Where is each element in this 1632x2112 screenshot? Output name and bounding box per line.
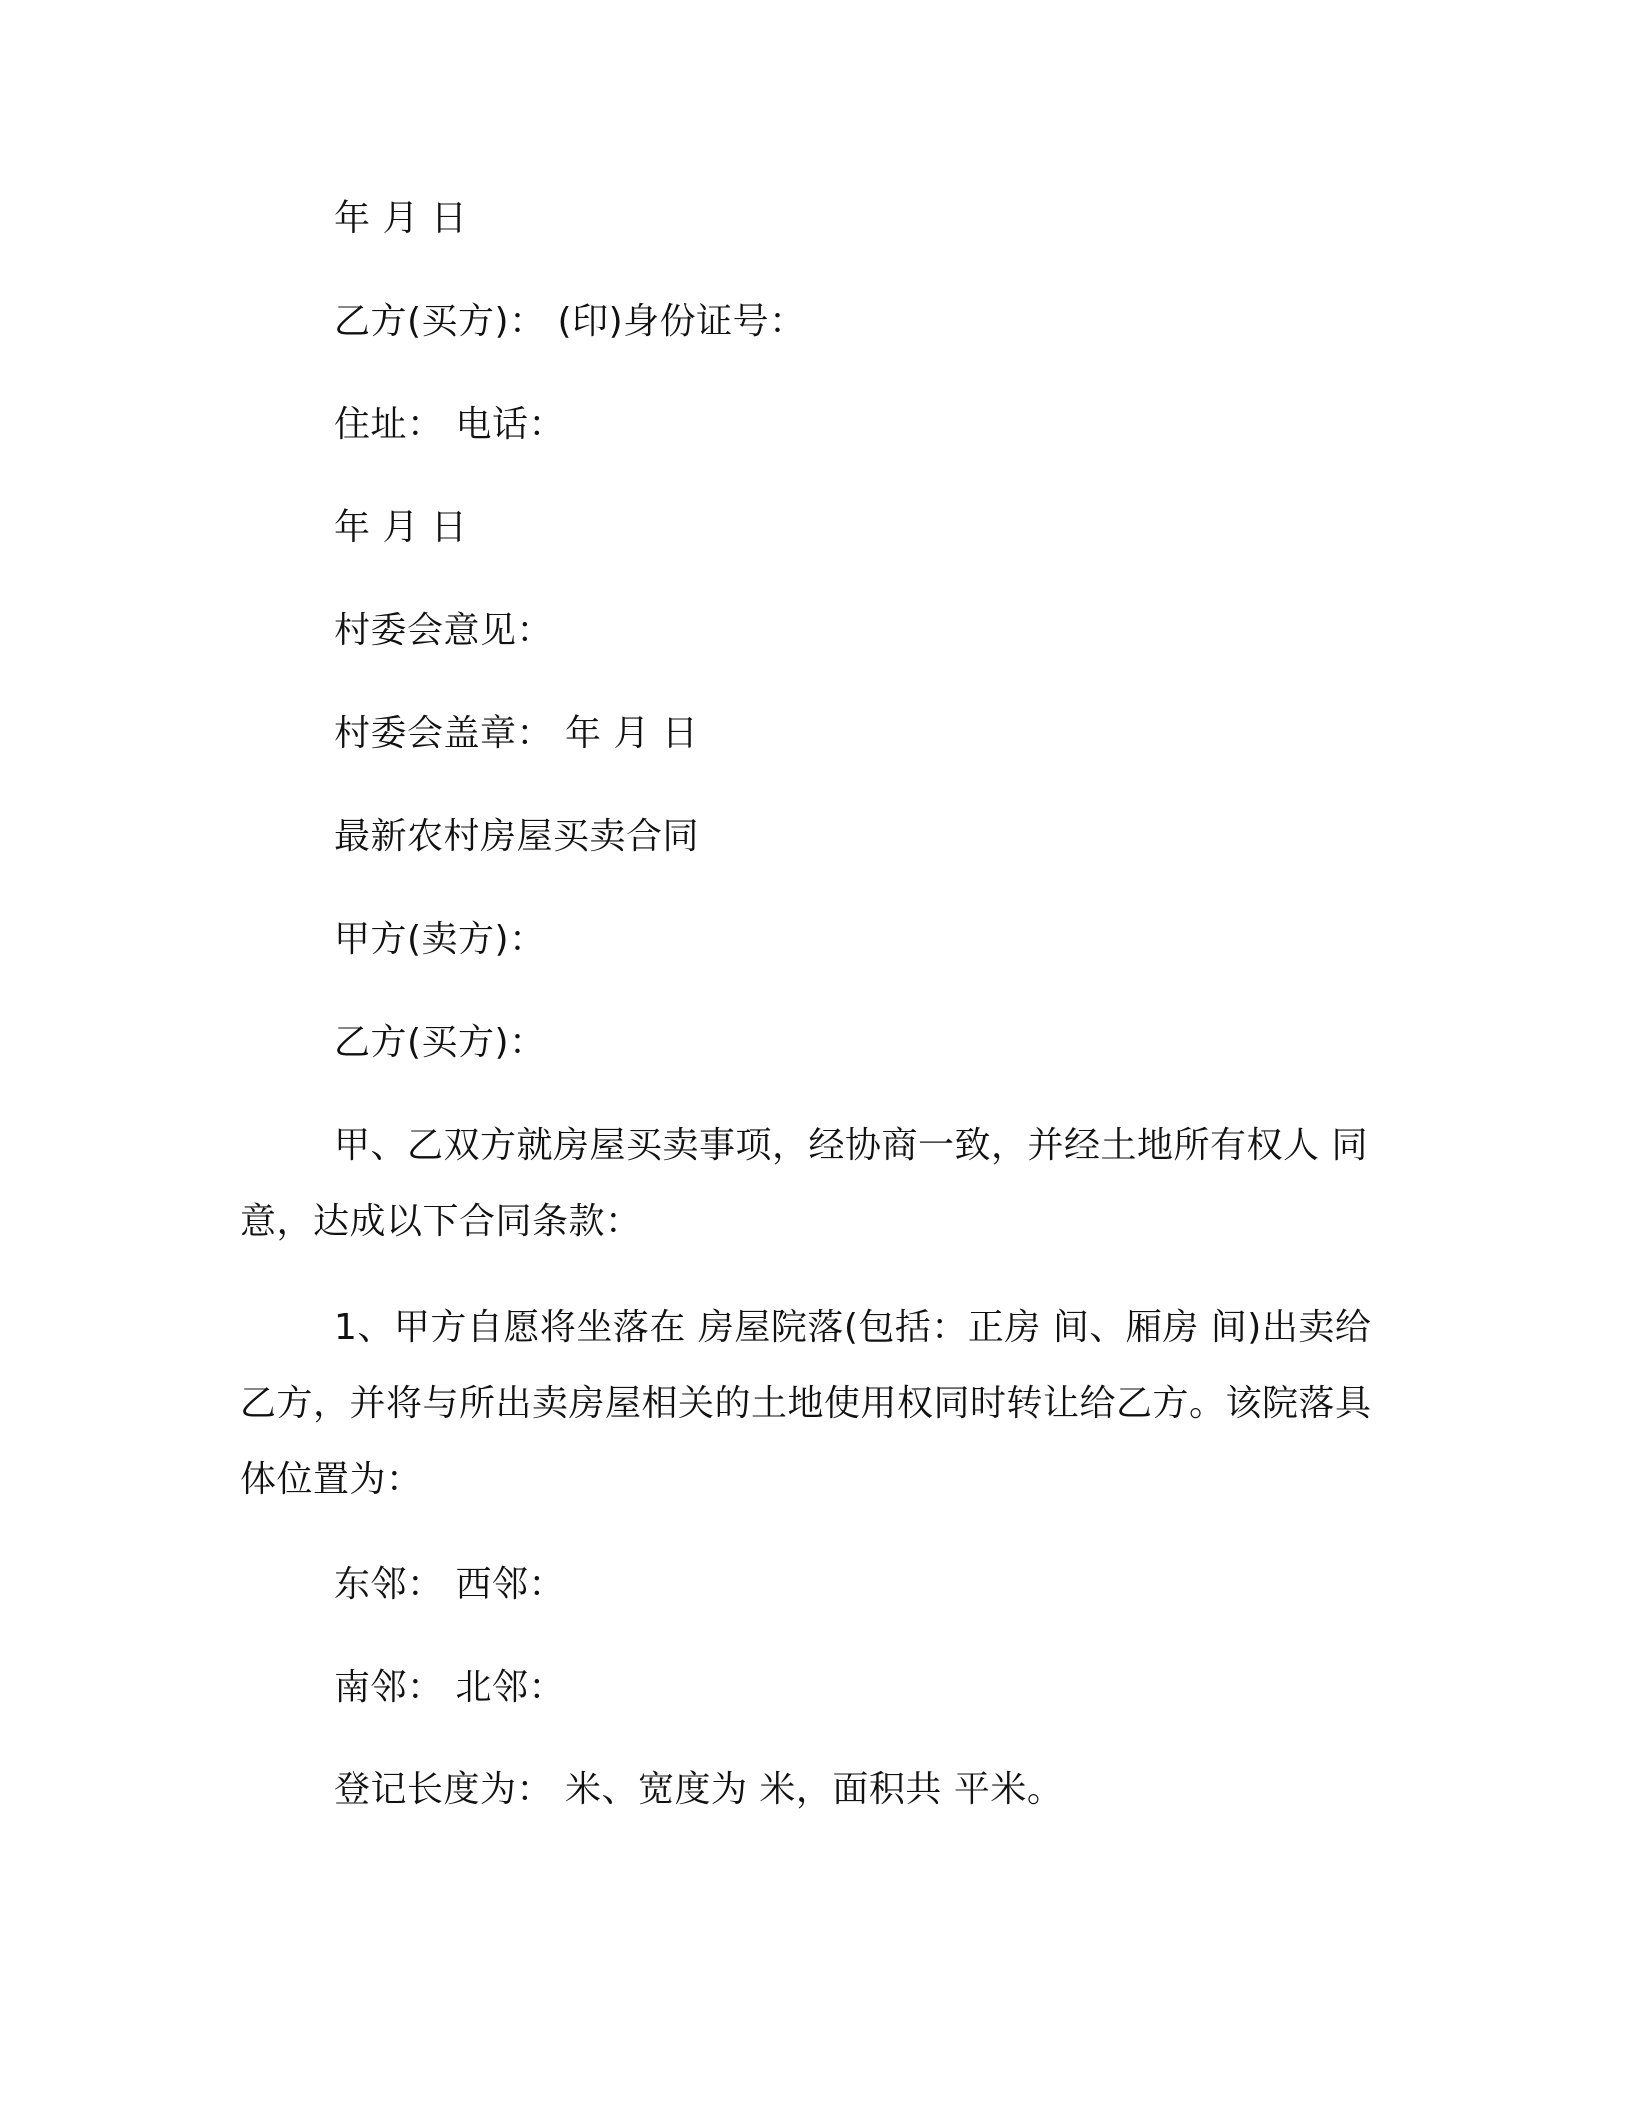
neighbors-east-west: 东邻： 西邻： [334, 1564, 565, 1605]
neighbors-south-north: 南邻： 北邻： [334, 1667, 565, 1708]
village-committee-seal: 村委会盖章： 年 月 日 [334, 713, 699, 754]
village-committee-opinion: 村委会意见： [334, 610, 554, 651]
date-line-seller: 年 月 日 [334, 198, 468, 239]
buyer-signature-line: 乙方(买方)： (印)身份证号： [334, 301, 806, 342]
party-b-buyer: 乙方(买方)： [334, 1022, 546, 1063]
registration-dimensions: 登记长度为： 米、宽度为 米，面积共 平米。 [334, 1769, 1064, 1810]
contract-title: 最新农村房屋买卖合同 [334, 816, 700, 857]
clause-1-paragraph: 1、甲方自愿将坐落在 房屋院落(包括：正房 间、厢房 间)出卖给乙方，并将与所出卖房屋相关的土地使用权同时转让给乙方。该院落具体位置为： [240, 1307, 1372, 1500]
date-line-buyer: 年 月 日 [334, 507, 468, 548]
party-a-seller: 甲方(卖方)： [334, 919, 546, 960]
agreement-paragraph: 甲、乙双方就房屋买卖事项，经协商一致，并经土地所有权人 同意，达成以下合同条款： [240, 1125, 1368, 1242]
address-phone-line: 住址： 电话： [334, 404, 565, 445]
